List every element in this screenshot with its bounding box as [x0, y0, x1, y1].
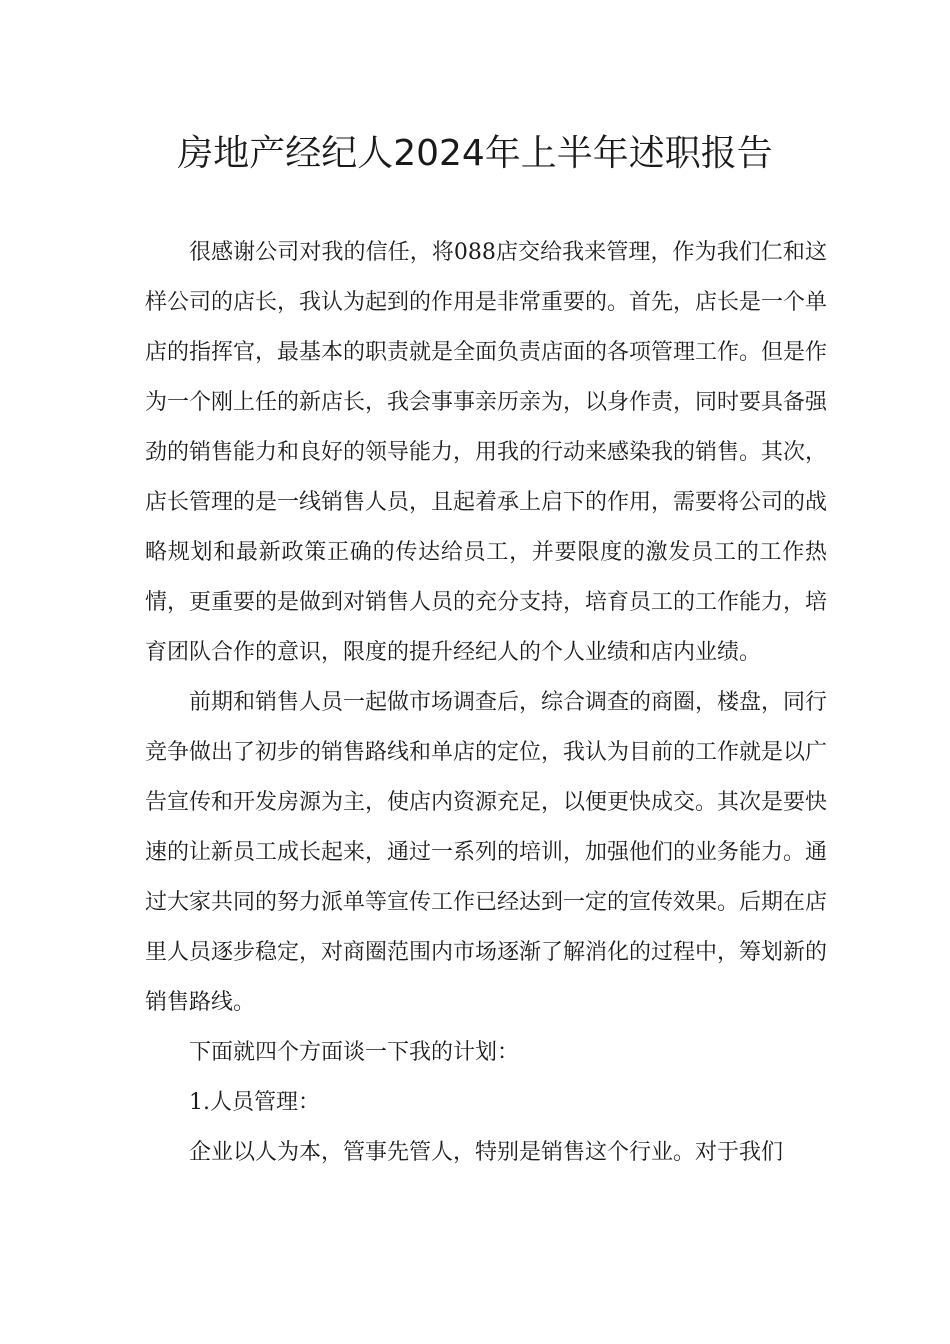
paragraph-intro: 很感谢公司对我的信任，将088店交给我来管理，作为我们仁和这样公司的店长，我认为起到的作用是非常重要的。首先，店长是一个单店的指挥官，最基本的职责就是全面负责店面的各项管理工作。但是作为一个刚上任的新店长，我会事事亲历亲为，以身作责，同时要具备强劲的销售能力和良好的领导能力，用我的行动来感染我的销售。其次，店长管理的是一线销售人员，且起着承上启下的作用，需要将公司的战略规划和最新政策正确的传达给员工，并要限度的激发员工的工作热情，更重要的是做到对销售人员的充分支持，培育员工的工作能力，培育团队合作的意识，限度的提升经纪人的个人业绩和店内业绩。 [145, 240, 828, 665]
paragraph-personnel: 企业以人为本，管事先管人，特别是销售这个行业。对于我们 [189, 1140, 784, 1165]
section-heading-personnel: 1.人员管理： [189, 1090, 320, 1115]
paragraph-market-research: 前期和销售人员一起做市场调查后，综合调查的商圈，楼盘，同行竞争做出了初步的销售路线和单店的定位，我认为目前的工作就是以广告宣传和开发房源为主，使店内资源充足，以便更快成交。其次是要快速的让新员工成长起来，通过一系列的培训，加强他们的业务能力。通过大家共同的努力派单等宣传工作已经达到一定的宣传效果。后期在店里人员逐步稳定，对商圈范围内市场逐渐了解消化的过程中，筹划新的销售路线。 [145, 690, 828, 1015]
paragraph-plan-intro: 下面就四个方面谈一下我的计划： [189, 1040, 520, 1065]
document-body [145, 228, 827, 1178]
document-title: 房地产经纪人2024年上半年述职报告 [177, 133, 773, 174]
